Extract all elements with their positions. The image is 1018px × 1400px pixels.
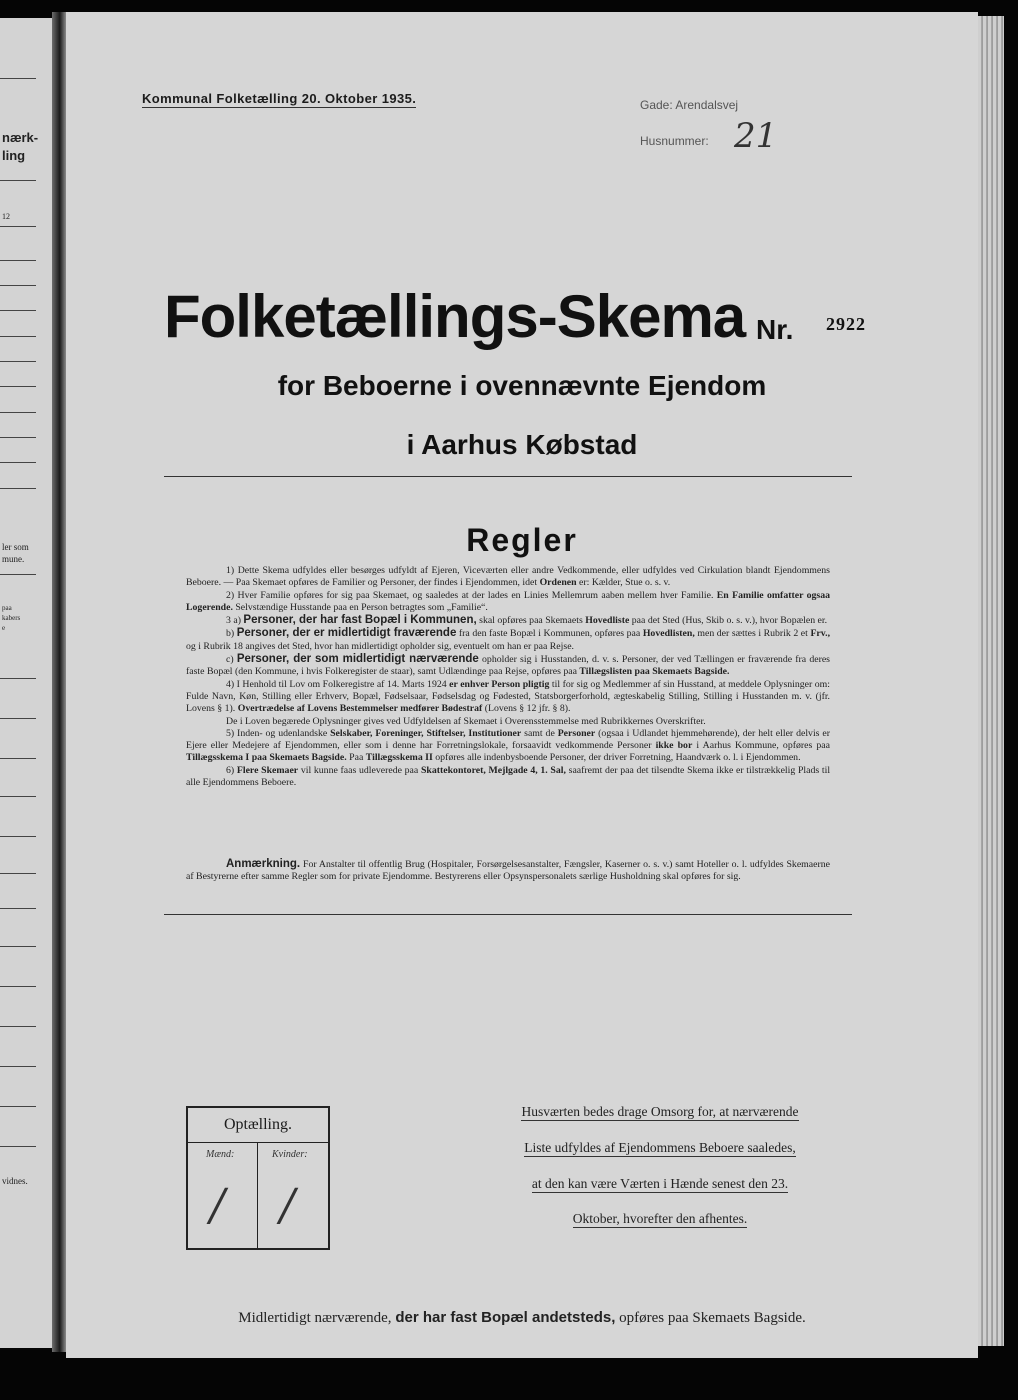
rule-line bbox=[0, 574, 36, 575]
husnummer-value: 21 bbox=[734, 116, 778, 156]
rule-line bbox=[0, 718, 36, 719]
facing-text: ling bbox=[2, 148, 26, 163]
form-subtitle: for Beboerne i ovennævnte Ejendom bbox=[277, 370, 767, 401]
page-edges bbox=[978, 16, 1004, 1346]
rule-line bbox=[0, 758, 36, 759]
rule-line bbox=[0, 226, 36, 227]
divider bbox=[164, 476, 852, 477]
rule-3a: 3 a) Personer, der har fast Bopæl i Kommunen, skal opføres paa Skemaets Hovedliste paa det Sted (Hus, Skib o. s. v.), hvor Bopælen er. bbox=[226, 614, 828, 627]
notice-line: at den kan være Værten i Hænde senest den 23. bbox=[531, 1176, 789, 1191]
rule-line bbox=[0, 462, 36, 463]
notice-line: Oktober, hvorefter den afhentes. bbox=[572, 1211, 748, 1226]
rule-line bbox=[0, 260, 36, 261]
kvinder-label: Kvinder: bbox=[272, 1149, 308, 1160]
facing-text: kabers bbox=[2, 614, 21, 622]
divider bbox=[164, 914, 852, 915]
rule-line bbox=[0, 437, 36, 438]
rule-line bbox=[0, 1106, 36, 1107]
rule-5: 5) Inden- og udenlandske Selskaber, Foreninger, Stiftelser, Institutioner samt de Personer (ogsaa i Udlandet hjemmehørende), der helt eller delvis er Ejere eller Medejere af Ejendommen, eller som i denne har Forretningslokale, forsaavidt vedkommende Personer ikke bor i Aarhus Kommune, opføres paa Tillægsskema I paa Skemaets Bagside. Paa Tillægsskema II opføres alle indenbysboende Personer, der driver Forretning, Haandværk o. l. i Ejendommen. bbox=[186, 727, 830, 764]
rule-line bbox=[0, 986, 36, 987]
form-subtitle-city: i Aarhus Købstad bbox=[406, 429, 638, 460]
kvinder-count: / bbox=[280, 1180, 295, 1231]
rule-line bbox=[0, 336, 36, 337]
anmaerkning bbox=[186, 858, 830, 884]
rule-line bbox=[0, 386, 36, 387]
rule-4: 4) I Henhold til Lov om Folkeregistre af 14. Marts 1924 er enhver Person pligtig til for sig og Medlemmer af sin Husstand, at meddele Oplysninger om: Fulde Navn, Køn, Stilling eller Erhverv, Bopæl, Fødselsaar, Fødselsdag og Fødested, Statsborgerforhold, ægteskabelig Stilling, Stilling i Husstanden m. v. (jfr. Lovens § 1). Overtrædelse af Lovens Bestemmelser medfører Bødestraf (Lovens § 12 jfr. § 8). bbox=[186, 678, 831, 715]
rule-line bbox=[0, 678, 36, 679]
rule-line bbox=[0, 361, 36, 362]
rule-4b: De i Loven begærede Oplysninger gives ved Udfyldelsen af Skemaet i Overensstemmelse med Rubrikkernes Overskrifter. bbox=[226, 715, 706, 727]
facing-text: ler som bbox=[2, 542, 29, 552]
husnummer-label: Husnummer: bbox=[640, 134, 709, 148]
maend-count: / bbox=[210, 1180, 225, 1231]
rule-line bbox=[0, 873, 36, 874]
rule-line bbox=[0, 1026, 36, 1027]
rule-line bbox=[0, 78, 36, 79]
footer-note: Midlertidigt nærværende, der har fast Bopæl andetsteds, opføres paa Skemaets Bagside. bbox=[238, 1309, 806, 1326]
rule-line bbox=[0, 180, 36, 181]
form-title: Folketællings-Skema bbox=[164, 283, 746, 350]
box-rule bbox=[188, 1142, 328, 1143]
gade-label: Gade: bbox=[640, 98, 673, 112]
rule-line bbox=[0, 836, 36, 837]
maend-label: Mænd: bbox=[206, 1149, 235, 1160]
gade-value: Arendalsvej bbox=[675, 98, 739, 112]
rule-line bbox=[0, 412, 36, 413]
facing-text: paa bbox=[2, 604, 12, 612]
facing-text: e bbox=[2, 624, 6, 632]
rule-line bbox=[0, 796, 36, 797]
gade-field bbox=[640, 98, 738, 112]
rule-1: 1) Dette Skema udfyldes eller besørges udfyldt af Ejeren, Viceværten eller andre Vedkommende, eller udfyldes ved Cirkulation blandt Ejendommens Beboere. — Paa Skemaet opføres de Familier og Personer, der findes i Ejendommen, idet Ordenen er: Kælder, Stue o. s. v. bbox=[186, 565, 830, 589]
rule-line bbox=[0, 488, 36, 489]
rule-line bbox=[0, 946, 36, 947]
form-number: 2922 bbox=[826, 314, 866, 334]
anmaerkning-text: For Anstalter til offentlig Brug (Hospitaler, Forsørgelsesanstalter, Fængsler, Kaserner o. s. v.) samt Hoteller o. l. udfyldes Skemaerne af Bestyrerne efter samme Regler som for private Ejendomme. Bestyrerens eller Opsynspersonalets særlige Husholdning skal opføres for sig. bbox=[186, 859, 831, 883]
facing-text: nærk- bbox=[2, 130, 39, 145]
rule-line bbox=[0, 1146, 36, 1147]
optaelling-title: Optælling. bbox=[223, 1116, 292, 1133]
anmaerkning-heading: Anmærkning. bbox=[226, 858, 301, 870]
rule-6: 6) Flere Skemaer vil kunne faas udleverede paa Skattekontoret, Mejlgade 4, 1. Sal, saafremt der paa det tilsendte Skema ikke er tilstrækkelig Plads til alle Ejendommens Beboere. bbox=[186, 764, 831, 789]
census-form-page bbox=[66, 12, 978, 1358]
census-header: Kommunal Folketælling 20. Oktober 1935. bbox=[142, 91, 417, 106]
facing-text: mune. bbox=[2, 554, 25, 564]
notice-line: Husværten bedes drage Omsorg for, at nærværende bbox=[521, 1104, 799, 1119]
facing-text: 12 bbox=[2, 212, 10, 221]
rule-line bbox=[0, 908, 36, 909]
optaelling-box bbox=[186, 1106, 330, 1250]
nr-label: Nr. bbox=[756, 314, 794, 345]
rule-3b: b) Personer, der er midlertidigt fraværende fra den faste Bopæl i Kommunen, opføres paa Hovedlisten, men der sættes i Rubrik 2 et Frv., og i Rubrik 18 angives det Sted, hvor han midlertidigt opholder sig, eventuelt om han er paa Rejse. bbox=[186, 627, 831, 652]
box-divider bbox=[257, 1142, 258, 1248]
facing-text: vidnes. bbox=[2, 1176, 28, 1186]
rules-text bbox=[186, 565, 830, 789]
notice-line: Liste udfyldes af Ejendommens Beboere saaledes, bbox=[524, 1140, 796, 1155]
rule-2: 2) Hver Familie opføres for sig paa Skemaet, og saaledes at der lades en Linies Mellemrum aaben mellem hver Familie. En Familie omfatter ogsaa Logerende. Selvstændige Husstande paa en Person betragtes som „Familie“. bbox=[186, 589, 831, 613]
facing-page-edge bbox=[0, 18, 52, 1348]
rule-line bbox=[0, 285, 36, 286]
book-spine bbox=[52, 12, 66, 1352]
rule-3c: c) Personer, der som midlertidigt nærværende opholder sig i Husstanden, d. v. s. Personer, der ved Tællingen er fraværende fra deres faste Bopæl (den Kommune, i hvis Folkeregister de staar), samt Udlændinge paa Rejse, opføres paa Tillægslisten paa Skemaets Bagside. bbox=[186, 653, 830, 678]
rule-line bbox=[0, 310, 36, 311]
rules-heading: Regler bbox=[466, 522, 578, 558]
rule-line bbox=[0, 1066, 36, 1067]
